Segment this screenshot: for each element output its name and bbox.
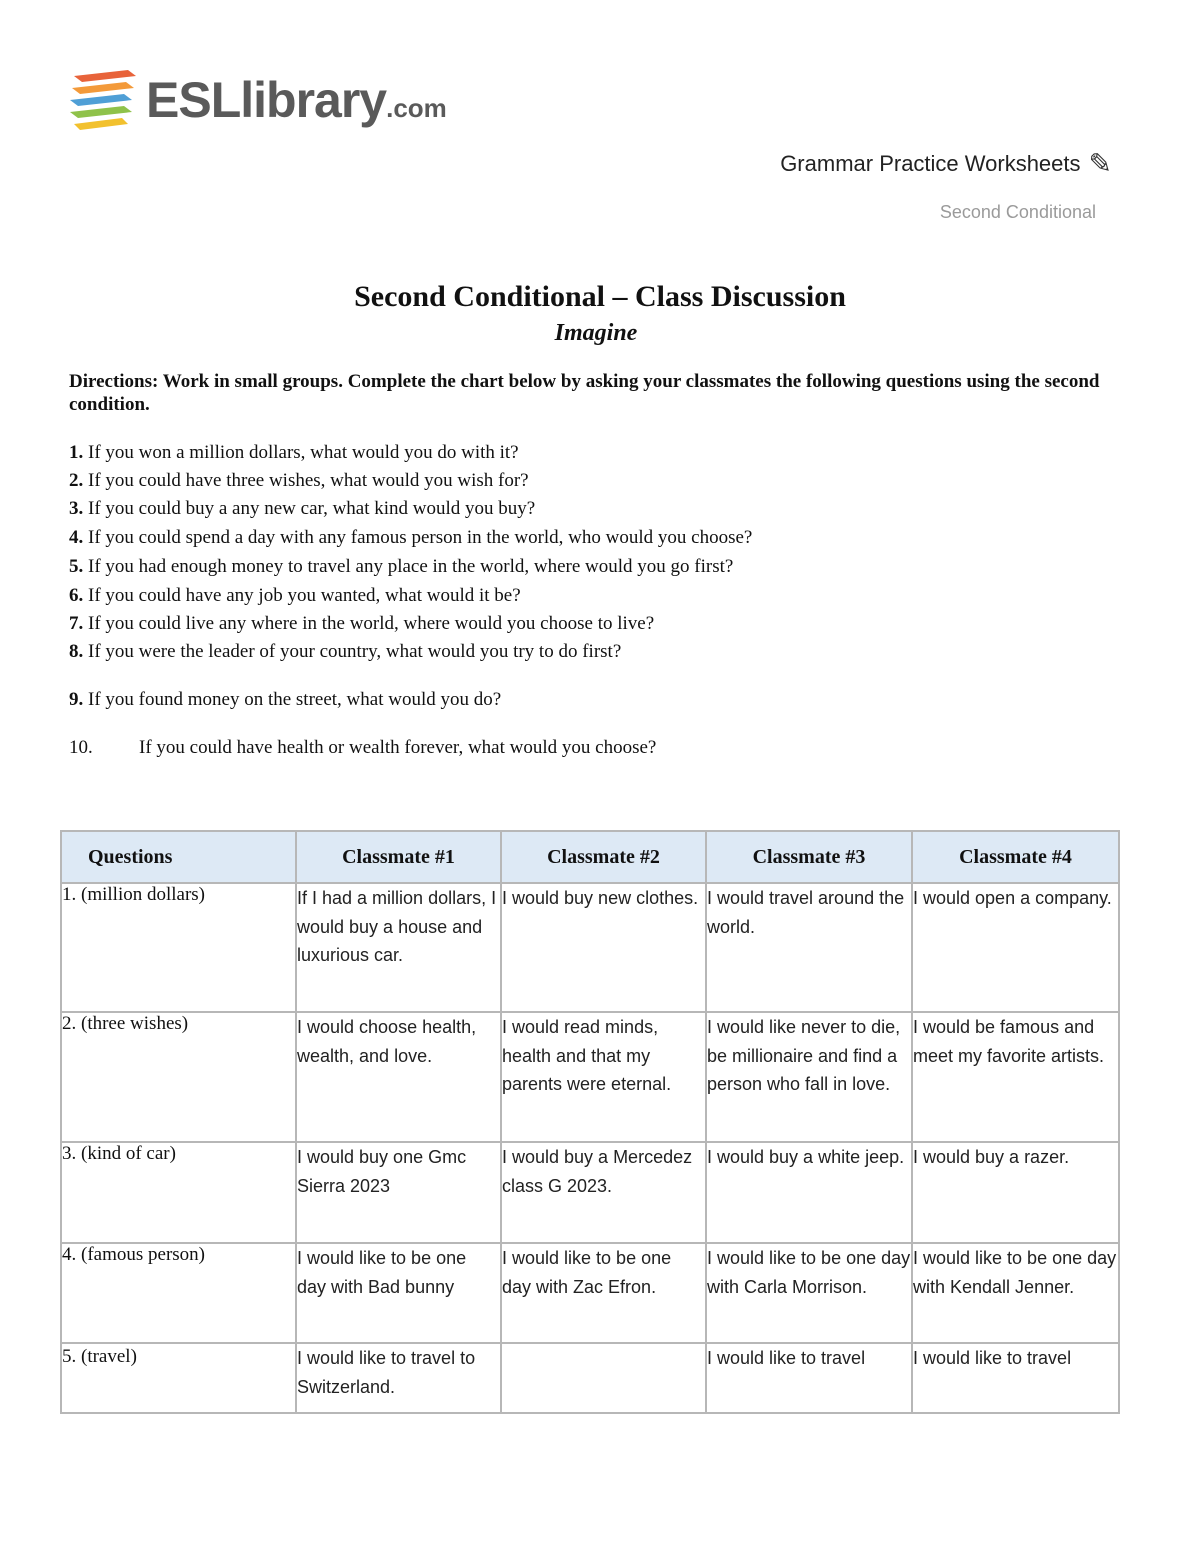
question-item: 5. If you had enough money to travel any place in the world, where would you go first? [69, 556, 734, 577]
answer-cell: I would buy new clothes. [501, 883, 706, 1012]
answer-cell: I would be famous and meet my favorite artists. [912, 1012, 1119, 1142]
page-title: Second Conditional – Class Discussion [354, 280, 846, 313]
question-item: 1. If you won a million dollars, what would you do with it? [69, 442, 519, 463]
question-item: 4. If you could spend a day with any famous person in the world, who would you choose? [69, 527, 753, 548]
answer-cell [501, 1343, 706, 1413]
logo-wordmark: ESLlibrary.com [146, 72, 447, 128]
worksheet-topic: Second Conditional [939, 202, 1096, 222]
answer-cell: I would like to travel [706, 1343, 912, 1413]
question-item: 10. If you could have health or wealth forever, what would you choose? [69, 737, 657, 758]
table-row [61, 1142, 1119, 1243]
row-question: 2. (three wishes) [61, 1012, 296, 1142]
question-item: 2. If you could have three wishes, what would you wish for? [69, 470, 529, 491]
table-row [61, 1243, 1119, 1343]
question-item: 8. If you were the leader of your country, what would you try to do first? [69, 641, 622, 662]
answer-cell: I would read minds, health and that my parents were eternal. [501, 1012, 706, 1142]
table-row [61, 1343, 1119, 1413]
column-header-classmate-1: Classmate #1 [296, 831, 501, 883]
answer-cell: I would open a company. [912, 883, 1119, 1012]
answer-cell: If I had a million dollars, I would buy a house and luxurious car. [296, 883, 501, 1012]
directions: Directions: Work in small groups. Complete the chart below by asking your classmates the following questions using the second condition. [69, 371, 1100, 415]
page-subtitle: Imagine [554, 320, 638, 346]
row-question: 1. (million dollars) [61, 883, 296, 1012]
column-header-questions: Questions [61, 831, 296, 883]
column-header-classmate-2: Classmate #2 [501, 831, 706, 883]
worksheet-header [780, 150, 1112, 178]
question-item: 7. If you could live any where in the world, where would you choose to live? [69, 613, 655, 634]
answer-cell: I would buy a white jeep. [706, 1142, 912, 1243]
answer-cell: I would choose health, wealth, and love. [296, 1012, 501, 1142]
worksheet-series-title: Grammar Practice Worksheets ✎ [780, 148, 1112, 179]
answer-cell: I would travel around the world. [706, 883, 912, 1012]
row-question: 5. (travel) [61, 1343, 296, 1413]
answer-cell: I would buy a razer. [912, 1142, 1119, 1243]
answer-cell: I would like to be one day with Bad bunny [296, 1243, 501, 1343]
answer-cell: I would like to travel to Switzerland. [296, 1343, 501, 1413]
discussion-chart [60, 830, 1120, 1414]
answer-cell: I would like never to die, be millionaire and find a person who fall in love. [706, 1012, 912, 1142]
table-header-row [61, 831, 1119, 883]
book-stack-icon [68, 68, 138, 134]
question-item: 6. If you could have any job you wanted, what would it be? [69, 585, 521, 606]
table-row [61, 1012, 1119, 1142]
answer-cell: I would buy one Gmc Sierra 2023 [296, 1142, 501, 1243]
row-question: 3. (kind of car) [61, 1142, 296, 1243]
answer-cell: I would like to be one day with Kendall Jenner. [912, 1243, 1119, 1343]
question-item: 9. If you found money on the street, what would you do? [69, 689, 502, 710]
question-item: 3. If you could buy a any new car, what kind would you buy? [69, 498, 536, 519]
answer-cell: I would like to be one day with Zac Efron. [501, 1243, 706, 1343]
pencil-icon: ✎ [1088, 148, 1112, 179]
answer-cell: I would like to travel [912, 1343, 1119, 1413]
column-header-classmate-3: Classmate #3 [706, 831, 912, 883]
table-row [61, 883, 1119, 1012]
answer-cell: I would like to be one day with Carla Morrison. [706, 1243, 912, 1343]
row-question: 4. (famous person) [61, 1243, 296, 1343]
column-header-classmate-4: Classmate #4 [912, 831, 1119, 883]
answer-cell: I would buy a Mercedez class G 2023. [501, 1142, 706, 1243]
esl-library-logo [68, 68, 448, 138]
